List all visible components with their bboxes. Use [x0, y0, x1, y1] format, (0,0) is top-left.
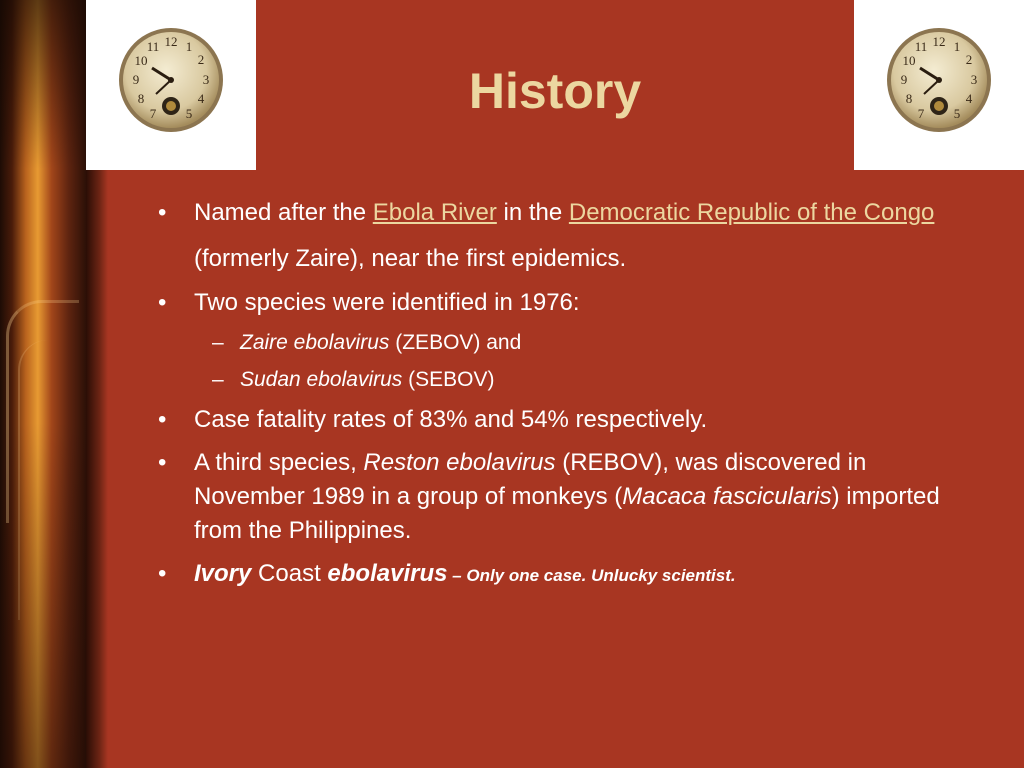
bullet-text: Named after the	[194, 199, 373, 226]
species-name: Macaca fascicularis	[622, 483, 832, 510]
species-name: Zaire ebolavirus	[240, 331, 390, 354]
sub-bullet-item	[152, 329, 972, 357]
svg-text:12: 12	[932, 34, 946, 49]
svg-text:5: 5	[953, 106, 961, 121]
bullet-item	[152, 403, 972, 437]
drc-link[interactable]: Democratic Republic of the Congo	[568, 199, 935, 226]
svg-text:3: 3	[970, 72, 978, 87]
sub-bullet-text: (ZEBOV) and	[389, 331, 522, 354]
bullet-note: – Only one case. Unlucky scientist.	[447, 566, 736, 585]
svg-text:7: 7	[917, 106, 925, 121]
bullet-text: Ivory	[194, 560, 252, 587]
bullet-text: ebolavirus	[327, 560, 448, 587]
bullet-item	[152, 286, 972, 320]
species-name: Reston ebolavirus	[363, 449, 556, 476]
sub-bullet-item	[152, 366, 972, 394]
wall-clock-icon	[854, 0, 1024, 170]
bullet-text: Two species were identified in 1976:	[194, 289, 580, 316]
decorative-side-strip	[0, 0, 86, 768]
svg-text:1: 1	[185, 39, 193, 54]
ebola-river-link[interactable]: Ebola River	[372, 199, 497, 226]
bullet-glyph: •	[158, 406, 167, 433]
dash-glyph: –	[212, 368, 224, 391]
clock-image-right	[854, 0, 1024, 170]
svg-text:11: 11	[146, 39, 160, 54]
bullet-glyph: •	[158, 449, 167, 476]
sub-bullet-text: (SEBOV)	[402, 368, 495, 391]
dash-glyph: –	[212, 331, 224, 354]
svg-text:9: 9	[132, 72, 140, 87]
svg-text:3: 3	[202, 72, 210, 87]
svg-text:8: 8	[905, 91, 913, 106]
bullet-text: in the	[496, 199, 569, 226]
bullet-item	[152, 557, 972, 593]
svg-text:11: 11	[914, 39, 928, 54]
bullet-text: (REBOV), was discovered in November 1989 in a group of monkeys (	[194, 449, 867, 510]
svg-text:2: 2	[965, 52, 973, 67]
svg-text:4: 4	[197, 91, 205, 106]
bullet-text: ) imported from the Philippines.	[194, 483, 940, 544]
side-strip-shade	[0, 0, 86, 768]
bullet-glyph: •	[158, 199, 167, 226]
bullet-text: (formerly Zaire), near the first epidemics.	[194, 245, 627, 272]
bullet-glyph: •	[158, 289, 167, 316]
svg-text:9: 9	[900, 72, 908, 87]
svg-text:1: 1	[953, 39, 961, 54]
inner-shadow-band	[86, 170, 108, 768]
slide-title: History	[468, 63, 642, 119]
bullet-item	[152, 190, 972, 282]
bullet-text: Case fatality rates of 83% and 54% respectively.	[194, 406, 708, 433]
bullet-text: Coast	[251, 560, 328, 587]
bullet-glyph: •	[158, 560, 167, 587]
svg-text:10: 10	[134, 53, 148, 68]
clock-image-left	[86, 0, 256, 170]
wall-clock-icon	[86, 0, 256, 170]
species-name: Sudan ebolavirus	[240, 368, 403, 391]
svg-text:2: 2	[197, 52, 205, 67]
bullet-list	[152, 190, 972, 602]
bullet-item	[152, 446, 972, 548]
svg-text:10: 10	[902, 53, 916, 68]
svg-text:12: 12	[164, 34, 178, 49]
svg-text:4: 4	[965, 91, 973, 106]
svg-text:7: 7	[149, 106, 157, 121]
svg-text:5: 5	[185, 106, 193, 121]
bullet-text: A third species,	[194, 449, 364, 476]
svg-text:8: 8	[137, 91, 145, 106]
